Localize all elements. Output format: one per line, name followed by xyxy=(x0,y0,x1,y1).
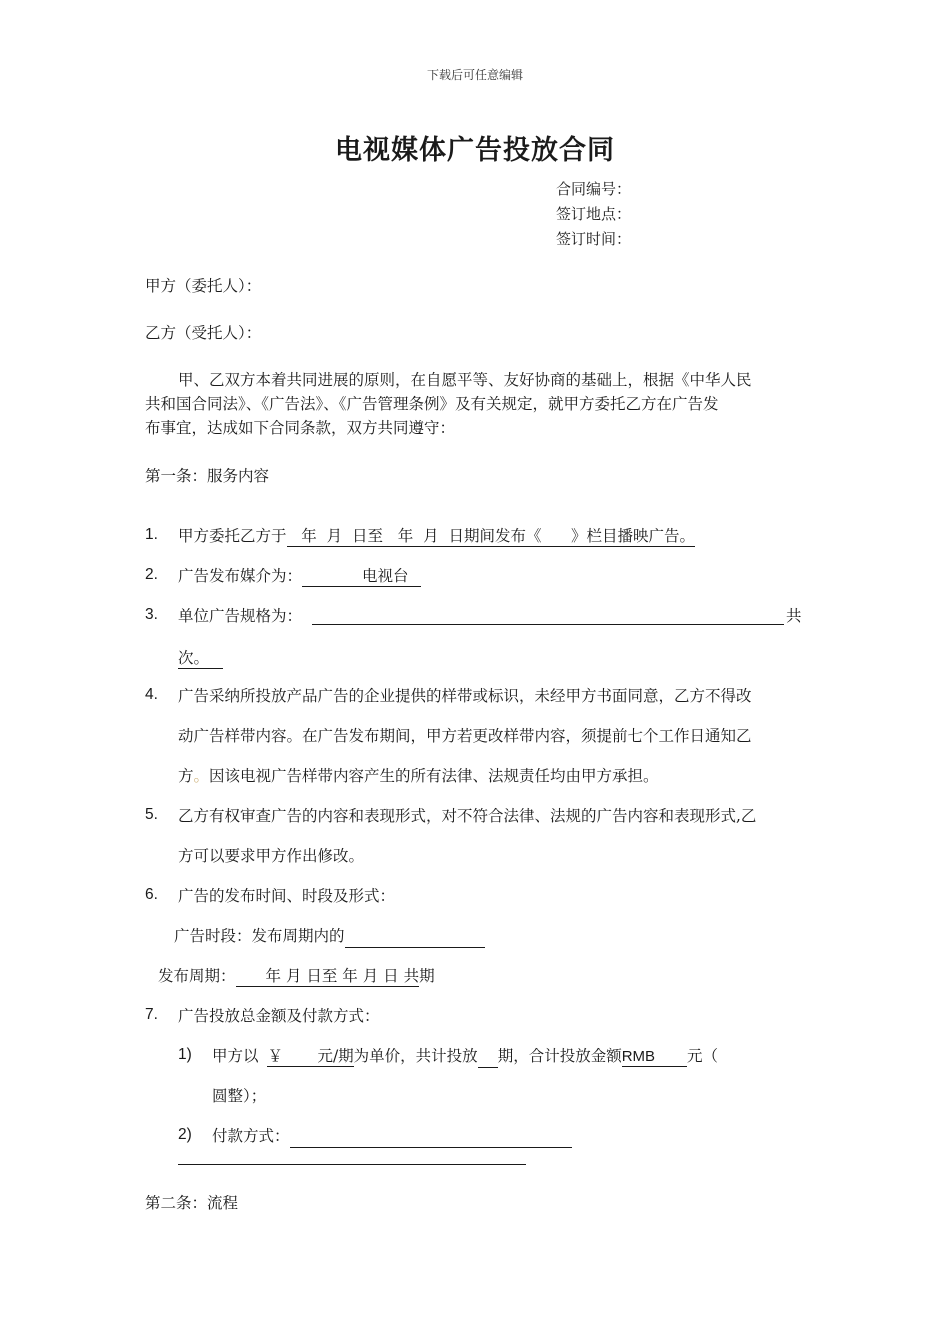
sub-2-payment-field xyxy=(290,1129,572,1148)
item-6-period xyxy=(158,964,435,988)
sub-2-text xyxy=(212,1124,572,1148)
sub-1-unit-price-field: ￥ 元/期 xyxy=(267,1047,354,1065)
item-5-line-1: 乙方有权审查广告的内容和表现形式，对不符合法律、法规的广告内容和表现形式,乙 xyxy=(178,807,757,825)
item-6-period-field: 年 月 日至 年 月 日 共 xyxy=(236,967,420,987)
preamble-line-2: 共和国合同法》、《广告法》、《广告管理条例》及有关规定，就甲方委托乙方在广告发 xyxy=(145,395,719,413)
party-a-label: 甲方（委托人）： xyxy=(145,277,262,295)
sign-time-label: 签订时间： xyxy=(556,230,632,248)
party-b-label: 乙方（受托人）： xyxy=(145,324,262,342)
item-4-line-3-dot: 。 xyxy=(193,767,210,785)
sub-1-text-a: 甲方以 xyxy=(212,1047,259,1065)
preamble-line-1: 甲、乙双方本着共同进展的原则，在自愿平等、友好协商的基础上，根据《中华人民 xyxy=(178,371,752,389)
item-2-number: 2. xyxy=(145,566,158,583)
item-7-line-1: 广告投放总金额及付款方式： xyxy=(178,1007,380,1025)
document-title: 电视媒体广告投放合同 xyxy=(335,135,615,166)
item-5-number: 5. xyxy=(145,806,158,823)
item-1-number: 1. xyxy=(145,526,158,543)
item-3-prefix: 单位广告规格为： xyxy=(178,607,303,625)
sub-1-text-d: 元（ xyxy=(687,1047,719,1065)
article-2-heading: 第二条：流程 xyxy=(145,1194,239,1212)
item-3-number: 3. xyxy=(145,606,158,623)
sub-1-periods-field xyxy=(478,1049,498,1068)
item-4-number: 4. xyxy=(145,686,158,703)
sub-1-text-b: 为单价，共计投放 xyxy=(353,1047,478,1065)
page-header-note: 下载后可任意编辑 xyxy=(426,68,523,82)
article-1-heading: 第一条：服务内容 xyxy=(145,467,270,485)
item-5-line-2: 方可以要求甲方作出修改。 xyxy=(178,847,365,865)
sub-1-rmb-field: RMB xyxy=(622,1047,687,1067)
item-4-line-2: 动广告样带内容。在广告发布期间，甲方若更改样带内容，须提前七个工作日通知乙 xyxy=(178,727,752,745)
item-6-slot-field xyxy=(345,929,485,948)
item-1-period-field: 年 月 日至 年 月 日期间发布《 》栏目播映广告。 xyxy=(286,527,696,545)
item-6-line-1: 广告的发布时间、时段及形式： xyxy=(178,887,396,905)
item-6-slot xyxy=(174,924,485,948)
item-1-prefix: 甲方委托乙方于 xyxy=(178,527,287,545)
item-7-number: 7. xyxy=(145,1006,158,1023)
item-2-prefix: 广告发布媒介为： xyxy=(178,567,303,585)
item-6-slot-label: 广告时段：发布周期内的 xyxy=(174,927,345,945)
sub-2-payment-field-line-2 xyxy=(178,1164,526,1165)
item-6-period-label: 发布周期： xyxy=(158,967,236,985)
sub-1-text-c: 期，合计投放金额 xyxy=(497,1047,622,1065)
sub-1-line-2: 圆整）； xyxy=(212,1087,267,1105)
item-6-period-tail: 期 xyxy=(419,967,435,985)
item-2-media-field: 电视台 xyxy=(302,567,421,587)
item-4-line-3 xyxy=(178,764,659,788)
item-4-line-1: 广告采纳所投放产品广告的企业提供的样带或标识，未经甲方书面同意，乙方不得改 xyxy=(178,687,752,705)
sub-2-number: 2) xyxy=(178,1126,192,1143)
item-4-line-3b: 因该电视广告样带内容产生的所有法律、法规责任均由甲方承担。 xyxy=(209,767,659,785)
item-4-line-3a: 方 xyxy=(178,767,194,785)
item-1-text xyxy=(178,524,695,548)
item-2-text xyxy=(178,564,421,588)
item-6-number: 6. xyxy=(145,886,158,903)
contract-number-label: 合同编号： xyxy=(556,180,632,198)
sub-1-text xyxy=(212,1044,718,1068)
item-3-spec-field xyxy=(312,624,784,625)
item-3-line-2: 次。 xyxy=(178,649,223,669)
sign-place-label: 签订地点： xyxy=(556,205,632,223)
preamble-line-3: 布事宜，达成如下合同条款，双方共同遵守： xyxy=(145,419,456,437)
sub-1-number: 1) xyxy=(178,1046,192,1063)
sub-2-label: 付款方式： xyxy=(212,1127,290,1145)
item-3-line-2-wrap xyxy=(178,646,223,670)
item-3-tail: 共 xyxy=(786,607,802,625)
